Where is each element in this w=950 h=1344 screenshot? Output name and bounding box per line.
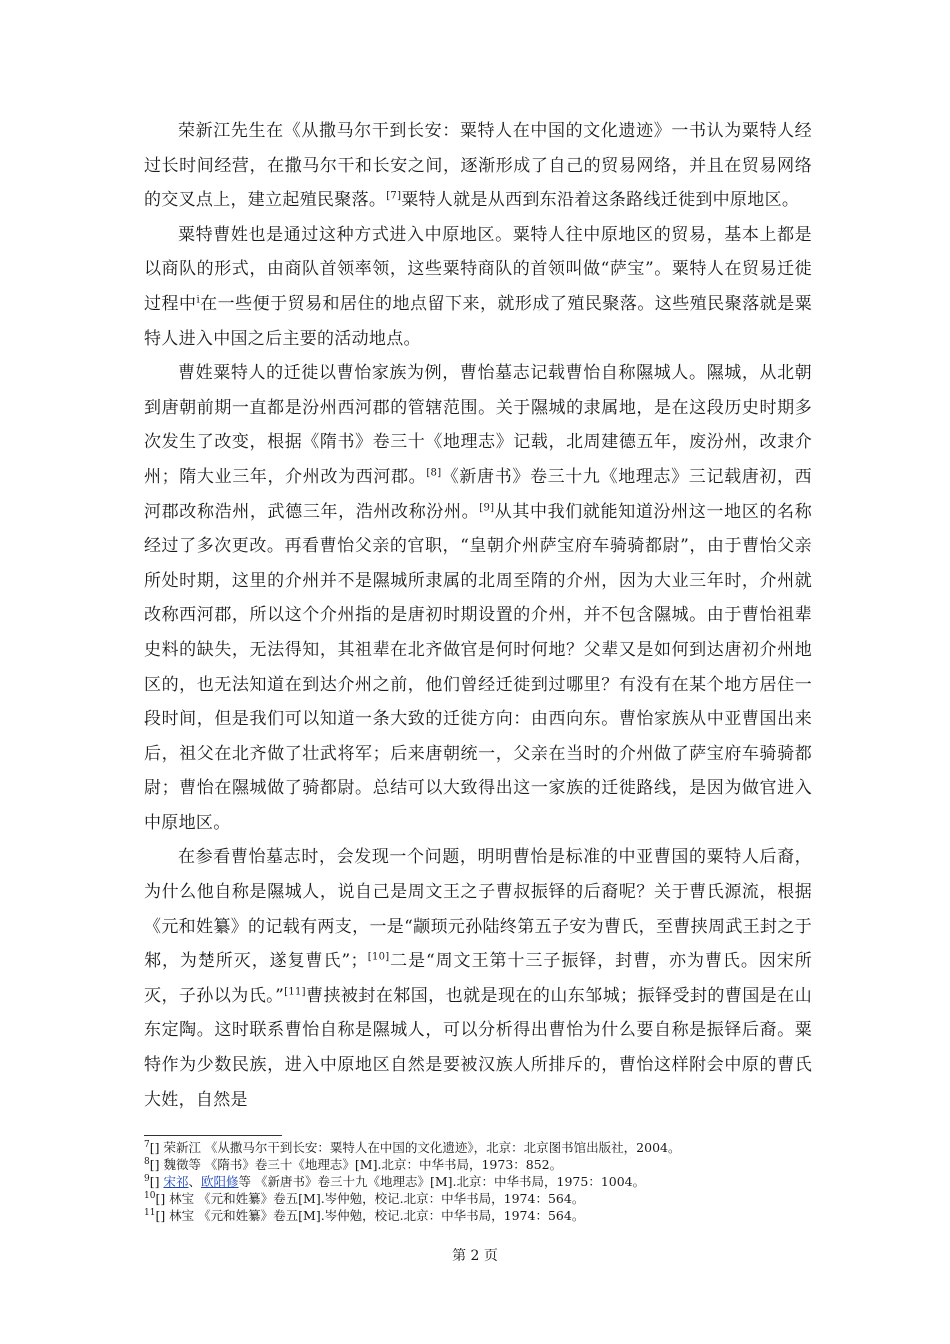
footnote-text: [] 林宝 《元和姓纂》卷五[M].岑仲勉，校记.北京：中华书局，1974：564。 [155, 1208, 585, 1223]
paragraph-text: 二是“周文王第十三子振铎，封曹，亦为曹氏。因宋所灭，子孙以为氏。” [144, 951, 812, 1006]
paragraph [144, 840, 812, 1117]
paragraph [144, 356, 812, 840]
paragraph-text: 《新唐书》卷三十九《地理志》三记载唐初，西河郡改称浩州，武德三年，浩州改称汾州。 [144, 466, 812, 522]
footnote [144, 1139, 824, 1156]
author-link[interactable]: 欧阳修 [201, 1174, 239, 1189]
footnote-mark: 8 [144, 1156, 150, 1167]
footnote-ref: [8] [426, 467, 442, 479]
paragraph-text: 在参看曹怡墓志时，会发现一个问题，明明曹怡是标准的中亚曹国的粟特人后裔，为什么他自称是隰城人，说自己是周文王之子曹叔振铎的后裔呢？关于曹氏源流，根据《元和姓纂》的记载有两支，一是“颛顼元孙陆终第五子安为曹氏，至曹挟周武王封之于邾，为楚所灭，遂复曹氏”； [144, 847, 812, 972]
footnote-text: 、 [188, 1174, 201, 1189]
paragraph-text: 粟特曹姓也是通过这种方式进入中原地区。粟特人往中原地区的贸易，基本上都是以商队的形式，由商队首领率领，这些粟特商队的首领叫做“萨宝”。粟特人在贸易迁徙过程中 [144, 224, 812, 314]
footnote-text: 等 《新唐书》卷三十九《地理志》[M].北京：中华书局，1975：1004。 [238, 1174, 646, 1189]
paragraph-text: 曹姓粟特人的迁徙以曹怡家族为例，曹怡墓志记载曹怡自称隰城人。隰城，从北朝到唐朝前期一直都是汾州西河郡的管辖范围。关于隰城的隶属地，是在这段历史时期多次发生了改变，根据《隋书》卷三十《地理志》记载，北周建德五年，废汾州，改隶介州；隋大业三年，介州改为西河郡。 [144, 363, 812, 487]
footnote-text: [] 林宝 《元和姓纂》卷五[M].岑仲勉，校记.北京：中华书局，1974：564。 [155, 1191, 585, 1206]
footnote-text: [] [149, 1174, 164, 1189]
footnote-text: [] 魏徵等 《隋书》卷三十《地理志》[M].北京：中华书局，1973：852。 [149, 1157, 563, 1172]
footnote [144, 1173, 824, 1190]
footnote-mark: 7 [144, 1139, 150, 1150]
footnote-text: [] 荣新江 《从撒马尔干到长安：粟特人在中国的文化遗迹》，北京：北京图书馆出版社，2004。 [149, 1140, 681, 1155]
footnote-ref: [10] [367, 951, 390, 963]
paragraph-text: 从其中我们就能知道汾州这一地区的名称经过了多次更改。再看曹怡父亲的官职，“皇朝介州萨宝府车骑骑都尉”，由于曹怡父亲所处时期，这里的介州并不是隰城所隶属的北周至隋的介州，因为大业三年时，介州就改称西河郡，所以这个介州指的是唐初时期设置的介州，并不包含隰城。由于曹怡祖辈史料的缺失，无法得知，其祖辈在北齐做官是何时何地？父辈又是如何到达唐初介州地区的，也无法知道在到达介州之前，他们曾经迁徙到过哪里？有没有在某个地方居住一段时间，但是我们可以知道一条大致的迁徙方向：由西向东。曹怡家族从中亚曹国出来后，祖父在北齐做了壮武将军；后来唐朝统一，父亲在当时的介州做了萨宝府车骑骑都尉；曹怡在隰城做了骑都尉。总结可以大致得出这一家族的迁徙路线，是因为做官进入中原地区。 [144, 501, 812, 833]
page-number: 第 2 页 [452, 1248, 498, 1264]
paragraph [144, 218, 812, 356]
footnote-ref: [9] [479, 501, 495, 513]
paragraph-text: 在一些便于贸易和居住的地点留下来，就形成了殖民聚落。这些殖民聚落就是粟特人进入中国之后主要的活动地点。 [144, 293, 813, 349]
footnote-mark: 10 [144, 1190, 156, 1201]
footnote-ref: [11] [284, 986, 306, 998]
paragraph-text: 粟特人就是从西到东沿着这条路线迁徙到中原地区。 [401, 190, 800, 211]
footnote-ref: [7] [386, 190, 402, 202]
paragraph-text: 荣新江先生在《从撒马尔干到长安：粟特人在中国的文化遗迹》一书认为粟特人经过长时间经营，在撒马尔干和长安之间，逐渐形成了自己的贸易网络，并且在贸易网络的交叉点上，建立起殖民聚落。 [144, 121, 812, 211]
footnote-divider [144, 1135, 282, 1136]
footnotes [144, 1139, 824, 1224]
footnote [144, 1207, 824, 1224]
footnote-ref: i [196, 294, 200, 306]
footnote-mark: 11 [144, 1207, 156, 1218]
footnote [144, 1156, 824, 1173]
author-link[interactable]: 宋祁 [163, 1174, 189, 1189]
paragraph-text: 曹挟被封在邾国，也就是现在的山东邹城；振铎受封的曹国是在山东定陶。这时联系曹怡自称是隰城人，可以分析得出曹怡为什么要自称是振铎后裔。粟特作为少数民族，进入中原地区自然是要被汉族人所排斥的，曹怡这样附会中原的曹氏大姓，自然是 [144, 985, 813, 1110]
paragraph [144, 114, 812, 218]
footnote-mark: 9 [144, 1173, 150, 1184]
footnote [144, 1190, 824, 1207]
body-text [144, 114, 812, 1117]
